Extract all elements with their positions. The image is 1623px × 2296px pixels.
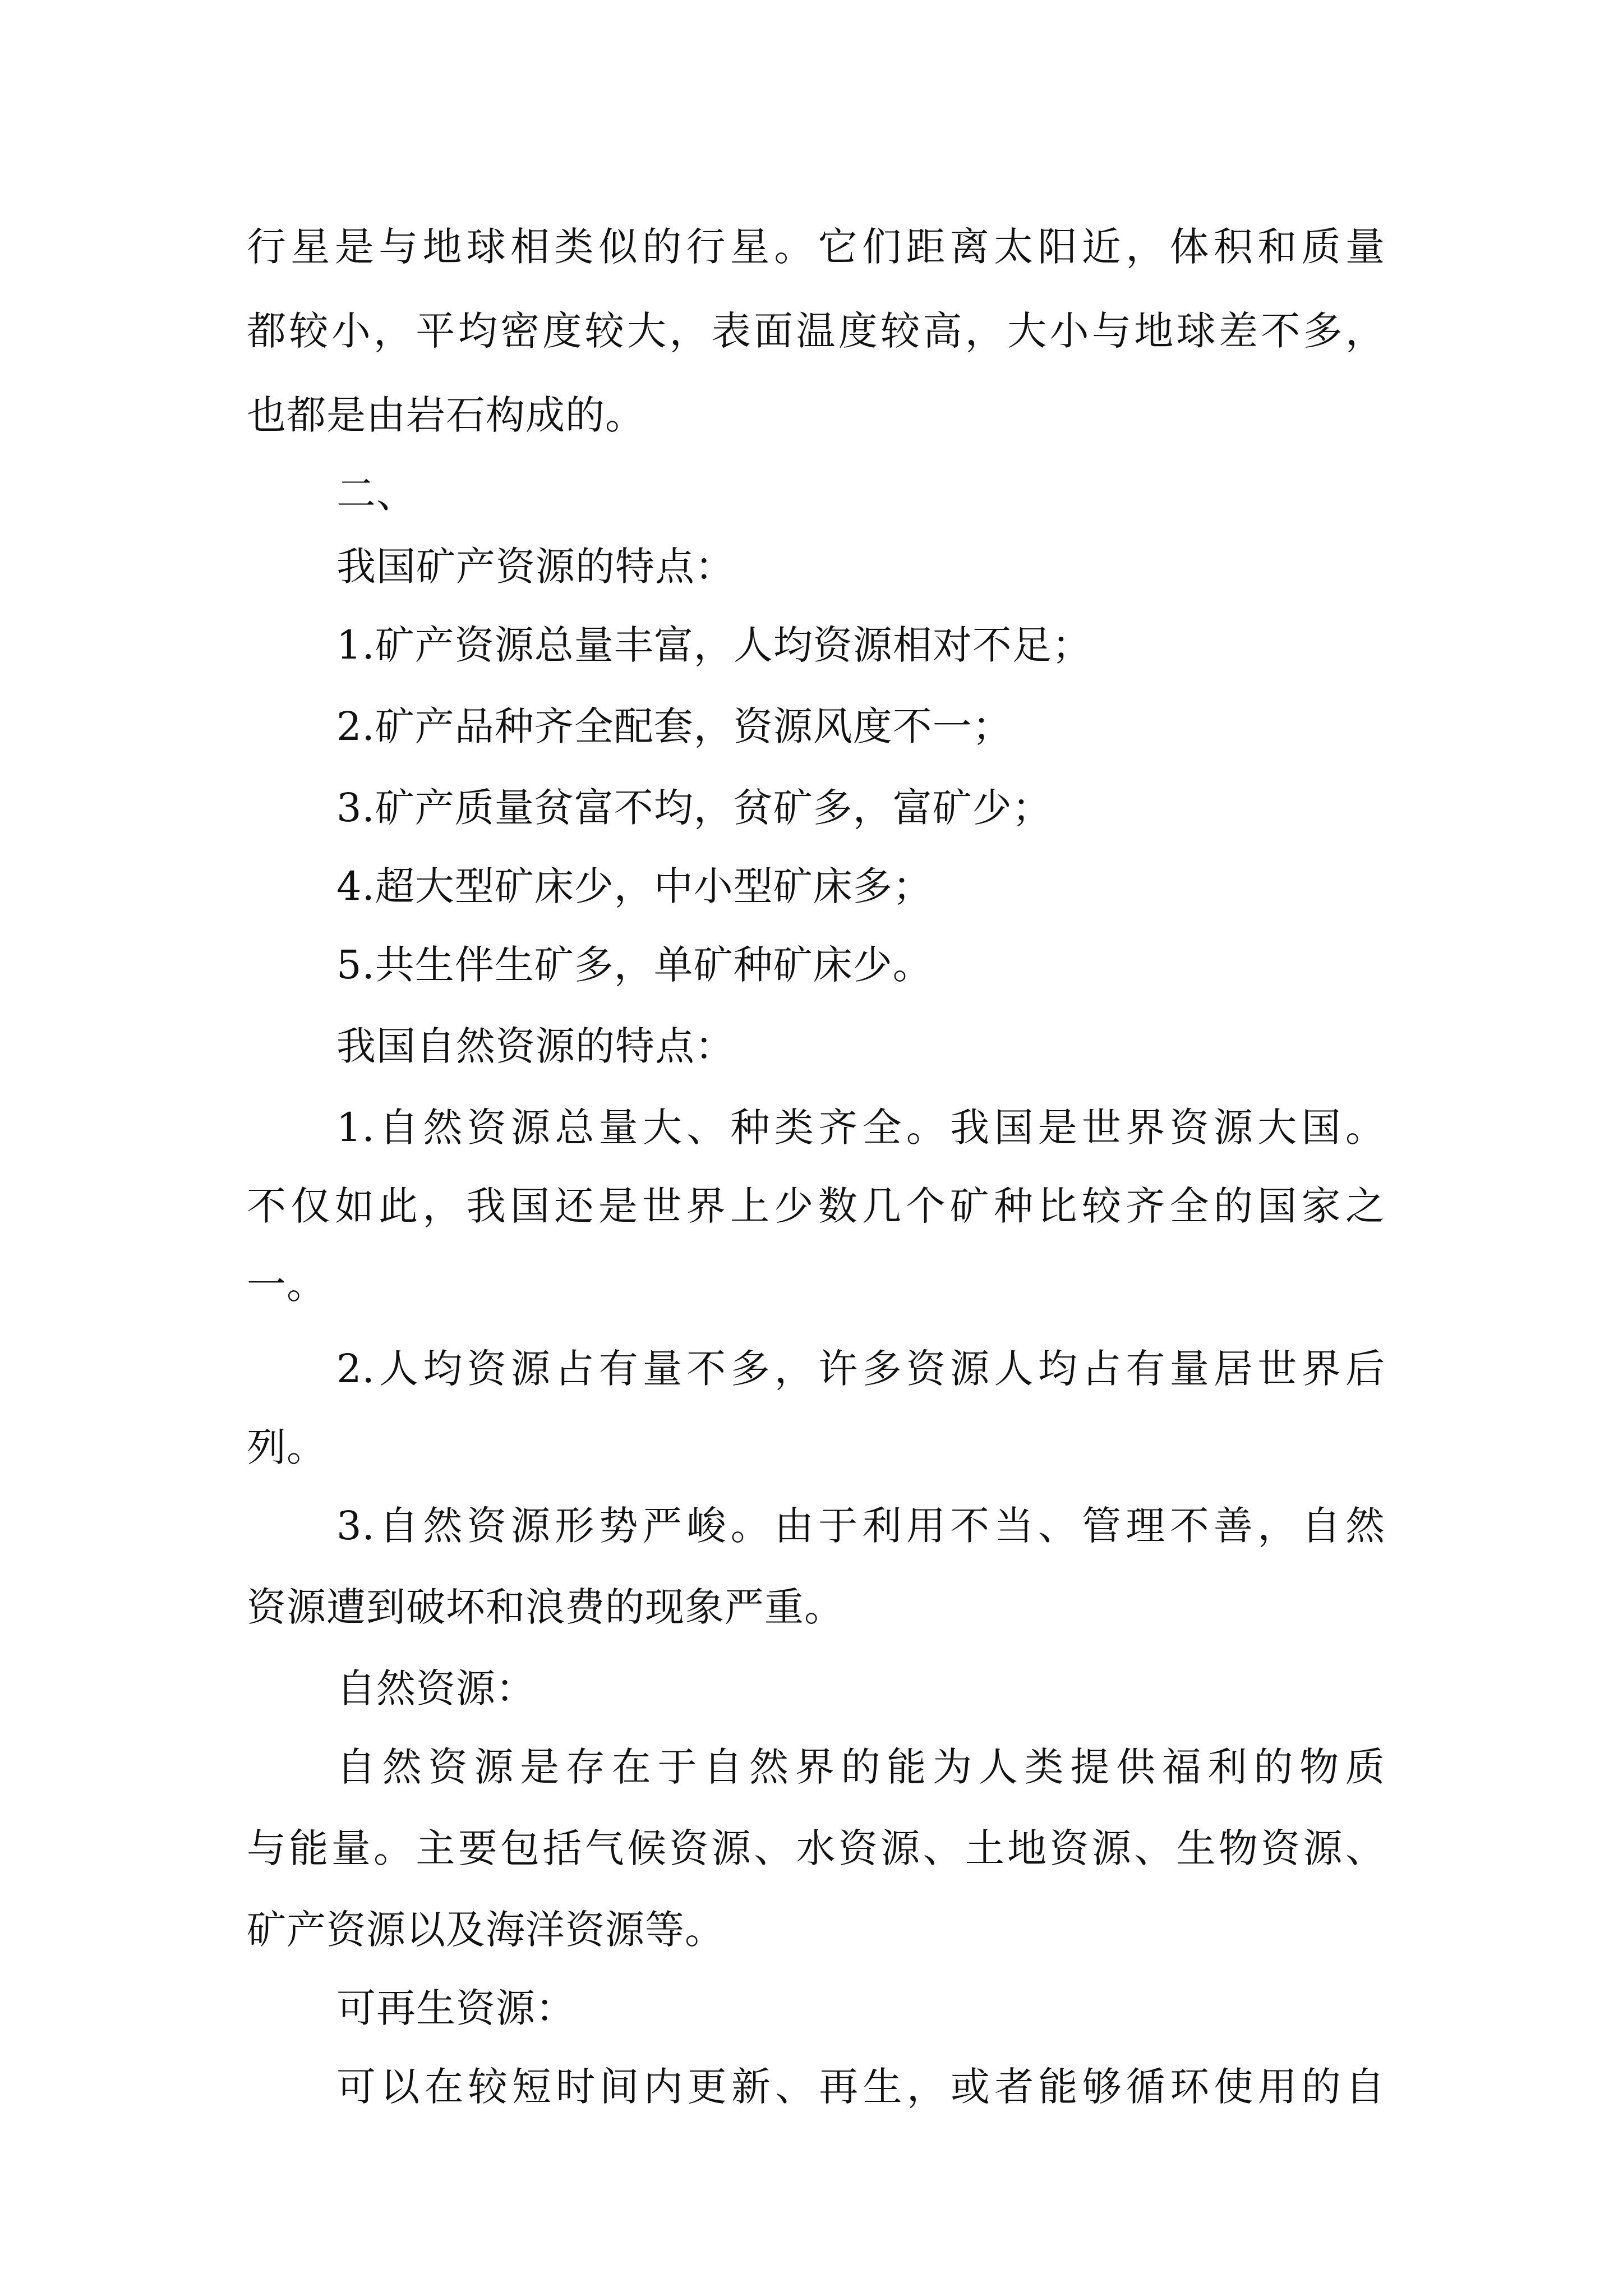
- paragraph-line: 都较小，平均密度较大，表面温度较高，大小与地球差不多，: [247, 308, 1385, 354]
- section-heading: 我国自然资源的特点：: [336, 1023, 735, 1069]
- section-number: 二、: [336, 471, 416, 517]
- paragraph-line: 一。: [247, 1262, 326, 1308]
- paragraph-line: 与能量。主要包括气候资源、水资源、土地资源、生物资源、: [247, 1825, 1385, 1871]
- list-item: 3.矿产质量贫富不均，贫矿多，富矿少；: [336, 785, 1052, 831]
- paragraph-line: 矿产资源以及海洋资源等。: [247, 1907, 725, 1953]
- paragraph-line: 1.自然资源总量大、种类齐全。我国是世界资源大国。: [336, 1105, 1385, 1151]
- section-heading: 可再生资源：: [336, 1985, 575, 2031]
- paragraph-line: 可以在较短时间内更新、再生，或者能够循环使用的自: [336, 2064, 1385, 2110]
- paragraph-line: 自然资源是存在于自然界的能为人类提供福利的物质: [336, 1744, 1385, 1790]
- paragraph-line: 列。: [247, 1424, 326, 1470]
- list-item: 2.矿产品种齐全配套，资源风度不一；: [336, 703, 1012, 749]
- list-item: 4.超大型矿床少，中小型矿床多；: [336, 863, 933, 909]
- paragraph-line: 3.自然资源形势严峻。由于利用不当、管理不善，自然: [336, 1503, 1385, 1549]
- paragraph-line: 不仅如此，我国还是世界上少数几个矿种比较齐全的国家之: [247, 1183, 1385, 1229]
- paragraph-line: 行星是与地球相类似的行星。它们距离太阳近，体积和质量: [247, 224, 1385, 270]
- paragraph-line: 也都是由岩石构成的。: [247, 392, 645, 438]
- list-item: 5.共生伴生矿多，单矿种矿床少。: [336, 942, 933, 988]
- section-heading: 自然资源：: [336, 1665, 536, 1711]
- list-item: 1.矿产资源总量丰富，人均资源相对不足；: [336, 622, 1092, 668]
- paragraph-line: 2.人均资源占有量不多，许多资源人均占有量居世界后: [336, 1346, 1385, 1392]
- section-heading: 我国矿产资源的特点：: [336, 544, 735, 590]
- paragraph-line: 资源遭到破坏和浪费的现象严重。: [247, 1584, 844, 1630]
